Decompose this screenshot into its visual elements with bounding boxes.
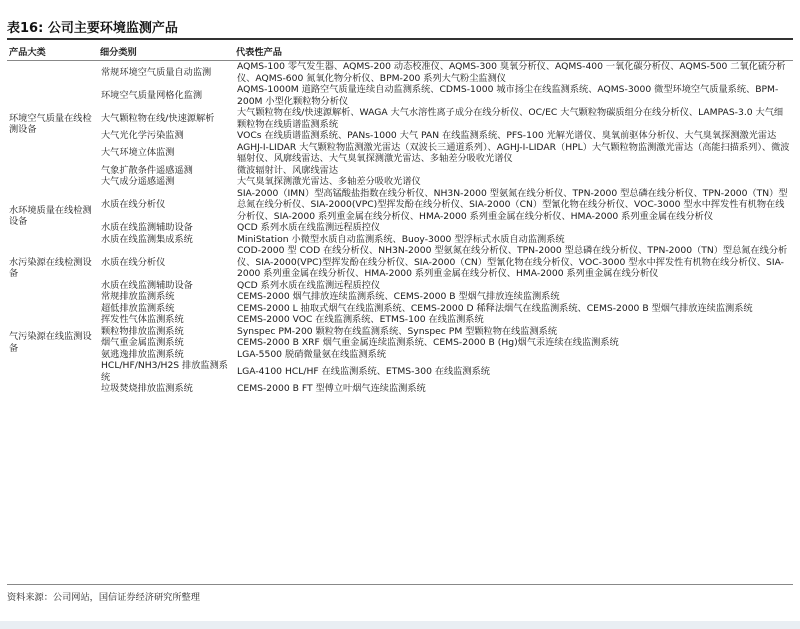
table-row (7, 107, 793, 130)
subcategory-cell: 环境空气质量网格化监测 (101, 89, 203, 101)
table-row (7, 222, 793, 234)
products-cell: LGA-4100 HCL/HF 在线监测系统、ETMS-300 在线监测系统 (237, 365, 490, 377)
subcategory-cell: 大气光化学污染监测 (101, 130, 184, 141)
subcategory-cell: 水质在线监测集成系统 (101, 233, 193, 245)
page-footer-band (0, 621, 800, 629)
table-header-row (7, 45, 793, 61)
subcategory-cell: 超低排放监测系统 (101, 302, 175, 314)
table-row (7, 360, 793, 383)
products-cell: 大气臭氧探测激光雷达、多轴差分吸收光谱仪 (237, 176, 421, 187)
subcategory-cell: 氨逃逸排放监测系统 (101, 348, 184, 360)
products-cell: AQMS-100 零气发生器、AQMS-200 动态校准仪、AQMS-300 臭氧分析仪、AQMS-400 一氧化碳分析仪、AQMS-500 二氧化硫分析仪、AQMS-600 氮氧化物分析仪、BPM-200 系列大气粉尘监测仪 (237, 61, 786, 84)
category-cell: 环境空气质量在线检测设备 (9, 112, 92, 136)
products-cell: 大气颗粒物在线/快速源解析、WAGA 大气水溶性离子成分在线分析仪、OC/EC 大气颗粒物碳质组分在线分析仪、LAMPAS-3.0 大气细颗粒物在线质谱监测系统 (237, 107, 784, 130)
subcategory-cell: 常规排放监测系统 (101, 291, 175, 302)
table-row (7, 326, 793, 338)
subcategory-cell: 水质在线分析仪 (101, 256, 166, 268)
subcategory-cell: 水质在线监测辅助设备 (101, 279, 193, 291)
products-cell: Synspec PM-200 颗粒物在线监测系统、Synspec PM 型颗粒物在线监测系统 (237, 325, 558, 337)
title-rule (7, 38, 793, 40)
category-cell: 气污染源在线监测设备 (9, 331, 92, 354)
header-category: 产品大类 (9, 46, 46, 58)
table-row (7, 314, 793, 326)
page-title: 表16: 公司主要环境监测产品 (7, 21, 178, 36)
subcategory-cell: 水质在线分析仪 (101, 199, 166, 210)
table-row (7, 84, 793, 107)
category-cell: 水污染源在线检测设备 (9, 256, 92, 279)
products-cell: COD-2000 型 COD 在线分析仪、NH3N-2000 型氨氮在线分析仪、TPN-2000 型总磷在线分析仪、TPN-2000（TN）型总氮在线分析仪、SIA-2000(VPC)型挥发酚在线分析仪、SIA-2000（CN）型氰化物在线分析仪、VOC-3000 型水中挥发性有机物在线分析仪、SIA-2000 系列重金属在线分析仪、HMA-2000 系列重金属在线分析仪、HMA-2000 系列重金属在线分析仪 (237, 245, 788, 279)
products-cell: VOCs 在线质谱监测系统、PANs-1000 大气 PAN 在线监测系统、PFS-100 光解光谱仪、臭氧前驱体分析仪、大气臭氧探测激光雷达 (237, 130, 777, 141)
products-cell: CEMS-2000 B FT 型傅立叶烟气连续监测系统 (237, 383, 426, 394)
table-row (7, 291, 793, 303)
table-body (7, 61, 793, 395)
products-cell: AGHJ-I-LIDAR 大气颗粒物监测激光雷达（双波长三通道系列）、AGHJ-I-LIDAR（HPL）大气颗粒物监测激光雷达（高能扫描系列）、微波辐射仪、风廓线雷达、大气臭氧探测激光雷达、多轴差分吸收光谱仪 (237, 141, 790, 164)
subcategory-cell: 大气成分遥感遥测 (101, 176, 175, 187)
products-cell: CEMS-2000 VOC 在线监测系统、ETMS-100 在线监测系统 (237, 314, 484, 325)
table-bottom-rule (7, 584, 793, 585)
header-subcategory: 细分类别 (100, 46, 137, 58)
products-cell: LGA-5500 脱硝微量氨在线监测系统 (237, 348, 387, 360)
table-row (7, 349, 793, 361)
subcategory-cell: 挥发性气体监测系统 (101, 314, 184, 325)
subcategory-cell: 垃圾焚烧排放监测系统 (101, 383, 193, 394)
subcategory-cell: 大气颗粒物在线/快速源解析 (101, 112, 215, 124)
table-row (7, 383, 793, 395)
table-row (7, 176, 793, 188)
subcategory-cell: 常规环境空气质量自动监测 (101, 66, 212, 78)
products-cell: AQMS-1000M 道路空气质量连续自动监测系统、CDMS-1000 城市扬尘在线监测系统、AQMS-3000 微型环境空气质量系统、BPM-200M 小型化颗粒物分析仪 (237, 84, 779, 107)
table-row (7, 245, 793, 280)
table-row (7, 188, 793, 223)
products-cell: CEMS-2000 L 抽取式烟气在线监测系统、CEMS-2000 D 稀释法烟气在线监测系统、CEMS-2000 B 型烟气排放连续监测系统 (237, 302, 753, 314)
subcategory-cell: 气象扩散条件遥感遥测 (101, 164, 193, 176)
products-cell: QCD 系列水质在线监测远程质控仪 (237, 222, 381, 233)
table-row (7, 142, 793, 165)
table-row (7, 165, 793, 177)
subcategory-cell: 大气环境立体监测 (101, 147, 175, 159)
products-cell: MiniStation 小微型水质自动监测系统、Buoy-3000 型浮标式水质自动监测系统 (237, 233, 565, 245)
header-products: 代表性产品 (236, 46, 282, 58)
subcategory-cell: 颗粒物排放监测系统 (101, 325, 184, 337)
table-row (7, 61, 793, 85)
products-cell: QCD 系列水质在线监测远程质控仪 (237, 279, 381, 291)
category-cell: 水环境质量在线检测设备 (9, 204, 92, 228)
table-row (7, 130, 793, 142)
subcategory-cell: HCL/HF/NH3/H2S 排放监测系统 (101, 360, 228, 383)
subcategory-cell: 水质在线监测辅助设备 (101, 222, 193, 233)
source-note: 资料来源：公司网站，国信证券经济研究所整理 (7, 592, 200, 603)
products-cell: CEMS-2000 B XRF 烟气重金属连续监测系统、CEMS-2000 B (Hg)烟气汞连续在线监测系统 (237, 337, 619, 348)
previous-page-header-fragment (0, 0, 800, 9)
product-table (7, 45, 793, 395)
products-cell: CEMS-2000 烟气排放连续监测系统、CEMS-2000 B 型烟气排放连续监测系统 (237, 291, 560, 302)
products-cell: SIA-2000（IMN）型高锰酸盐指数在线分析仪、NH3N-2000 型氨氮在线分析仪、TPN-2000 型总磷在线分析仪、TPN-2000（TN）型总氮在线分析仪、SIA-2000(VPC)型挥发酚在线分析仪、SIA-2000（CN）型氰化物在线分析仪、VOC-3000 型水中挥发性有机物在线分析仪、SIA-2000 系列重金属在线分析仪、HMA-2000 系列重金属在线分析仪、HMA-2000 系列重金属在线分析仪 (237, 187, 788, 222)
table-row (7, 337, 793, 349)
subcategory-cell: 烟气重金属监测系统 (101, 337, 184, 348)
table-row (7, 234, 793, 246)
products-cell: 微波辐射计、风廓线雷达 (237, 164, 339, 176)
table-row (7, 280, 793, 292)
table-row (7, 303, 793, 315)
